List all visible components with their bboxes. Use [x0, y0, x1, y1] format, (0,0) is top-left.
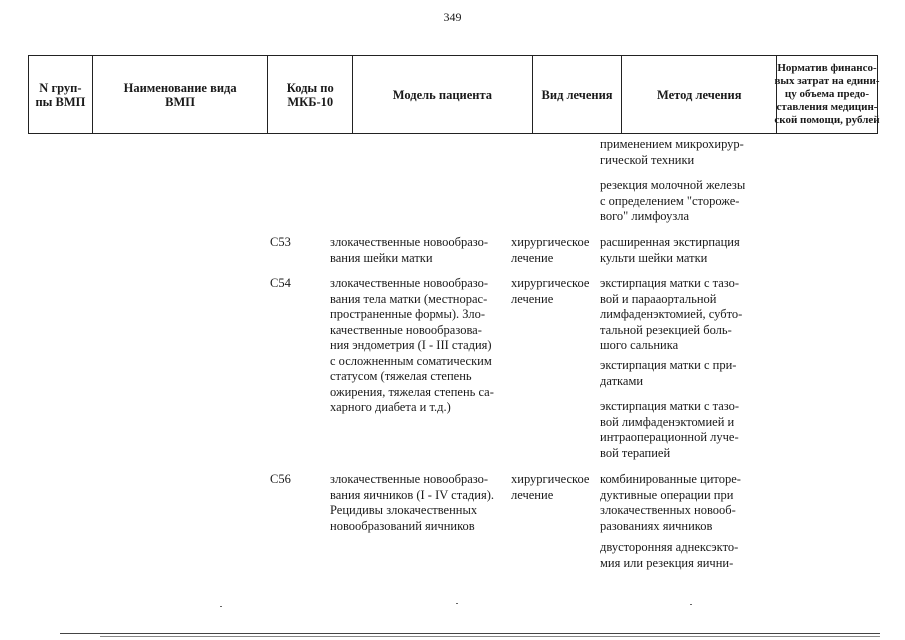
method-cell: применением микрохирур- гической техники [600, 137, 744, 167]
treatment-type-cell: хирургическое лечение [511, 276, 590, 306]
bottom-border-line [60, 633, 880, 634]
bottom-border-line [100, 636, 880, 637]
method-cell: комбинированные циторе- дуктивные операции при злокачественных новооб- разованиях яичников [600, 472, 741, 533]
header-cost-norm [774, 56, 880, 133]
header-label: Коды по МКБ-10 [286, 80, 334, 109]
header-label: Вид лечения [541, 87, 613, 102]
scan-dot [220, 606, 222, 607]
icd-code-cell: C56 [270, 472, 291, 486]
method-cell: экстирпация матки с тазо- вой и парааортальной лимфаденэктомией, субто- тальной резекцией боль- шого сальника [600, 276, 743, 352]
header-group-number [29, 56, 92, 133]
treatment-type-cell: хирургическое лечение [511, 235, 590, 265]
icd-code-cell: C54 [270, 276, 291, 290]
method-cell: экстирпация матки с тазо- вой лимфаденэктомией и интраоперационной луче- вой терапией [600, 399, 740, 460]
header-label: Модель пациента [392, 87, 493, 102]
header-patient-model [352, 56, 532, 133]
method-cell: расширенная экстирпация культи шейки матки [600, 235, 740, 265]
header-treatment-method [621, 56, 776, 133]
method-cell: экстирпация матки с при- датками [600, 358, 737, 388]
header-vmp-name [92, 56, 268, 133]
header-label: Наименование вида ВМП [123, 80, 237, 109]
header-label: Норматив финансо- вых затрат на едини- цу объема предо- ставления медицин- ской помощи, рублей [774, 62, 880, 126]
icd-code-cell: C53 [270, 235, 291, 249]
header-label: Метод лечения [656, 87, 742, 102]
treatment-type-cell: хирургическое лечение [511, 472, 590, 502]
method-cell: двусторонняя аднексэкто- мия или резекция яични- [600, 540, 739, 570]
scan-dot [456, 603, 458, 604]
header-treatment-type [532, 56, 622, 133]
header-label: N груп- пы ВМП [35, 80, 86, 109]
header-icd-codes [267, 56, 352, 133]
scan-dot [690, 604, 692, 605]
patient-model-cell: злокачественные новообразо- вания яичников (I - IV стадия). Рецидивы злокачественных новообразований яичников [330, 472, 494, 533]
table-header [28, 55, 878, 134]
method-cell: резекция молочной железы с определением "стороже- вого" лимфоузла [600, 178, 746, 223]
patient-model-cell: злокачественные новообразо- вания тела матки (местнорас- пространенные формы). Зло- качественные новообразова- ния эндометрия (I - III стадия) с осложненным соматическим статусом (тяжелая степень ожирения, тяжелая степень са- харного диабета и т.д.) [330, 276, 494, 414]
patient-model-cell: злокачественные новообразо- вания шейки матки [330, 235, 489, 265]
page-number: 349 [443, 10, 462, 24]
